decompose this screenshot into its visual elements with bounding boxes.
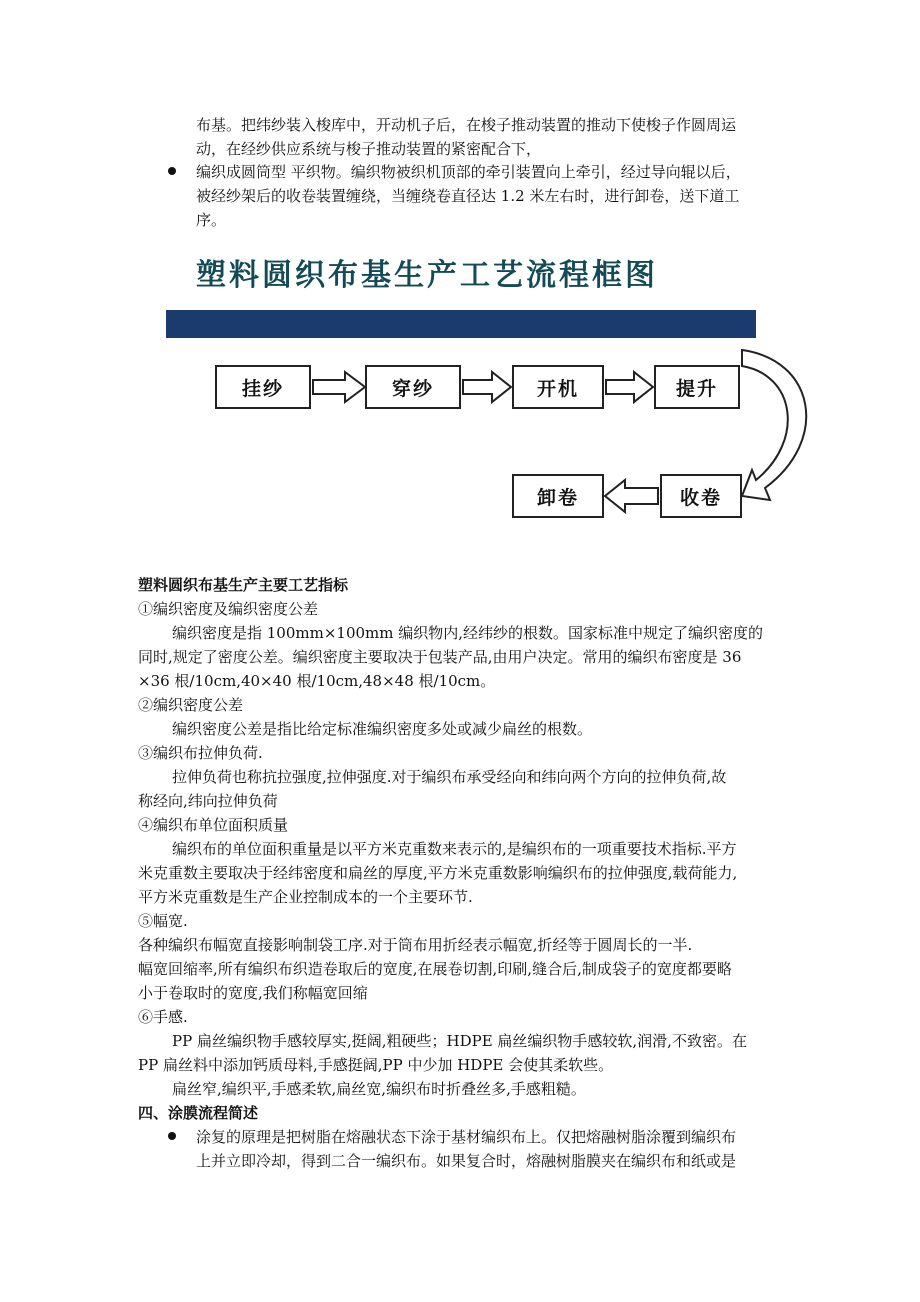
intro-line: 编织成圆筒型 平织物。编织物被织机顶部的牵引装置向上牵引，经过导向辊以后， xyxy=(196,163,741,181)
paragraph-line: 幅宽回缩率,所有编织布织造卷取后的宽度,在展卷切割,印刷,缝合后,制成袋子的宽度都要略 xyxy=(138,960,732,978)
bullet-icon xyxy=(168,1132,176,1140)
step-box: 穿纱 xyxy=(365,365,461,409)
item-title: ⑤幅宽. xyxy=(138,912,188,930)
intro-line: 被经纱架后的收卷装置缠绕，当缠绕卷直径达 1.2 米左右时，进行卸卷，送下道工 xyxy=(196,187,740,205)
paragraph-line: 米克重数主要取决于经纬密度和扁丝的厚度,平方米克重数影响编织布的拉伸强度,载荷能力, xyxy=(138,864,738,882)
paragraph-line: 扁丝窄,编织平,手感柔软,扁丝宽,编织布时折叠丝多,手感粗糙。 xyxy=(172,1080,586,1098)
step-box: 收卷 xyxy=(660,474,742,518)
right-arrow-icon xyxy=(313,372,365,402)
step-box: 卸卷 xyxy=(512,474,604,518)
step-box: 提升 xyxy=(654,365,740,409)
item-title: ⑥手感. xyxy=(138,1008,188,1026)
paragraph-line: 同时,规定了密度公差。编织密度主要取决于包装产品,由用户决定。常用的编织布密度是 36 xyxy=(138,648,742,666)
section-heading: 塑料圆织布基生产主要工艺指标 xyxy=(138,576,349,594)
paragraph-line: PP 扁丝料中添加钙质母料,手感挺阔,PP 中少加 HDPE 会使其柔软些。 xyxy=(138,1056,614,1074)
section-heading: 四、涂膜流程简述 xyxy=(138,1104,259,1122)
item-title: ③编织布拉伸负荷. xyxy=(138,744,263,762)
item-title: ①编织密度及编织密度公差 xyxy=(138,600,319,618)
step-box: 开机 xyxy=(512,365,604,409)
item-title: ④编织布单位面积质量 xyxy=(138,816,289,834)
intro-line: 序。 xyxy=(196,211,227,229)
paragraph-line: ×36 根/10cm,40×40 根/10cm,48×48 根/10cm。 xyxy=(138,672,496,690)
paragraph-line: 小于卷取时的宽度,我们称幅宽回缩 xyxy=(138,984,368,1002)
right-arrow-icon xyxy=(606,372,653,402)
step-box: 挂纱 xyxy=(215,365,311,409)
paragraph-line: 称经向,纬向拉伸负荷 xyxy=(138,792,278,810)
paragraph-line: 各种编织布幅宽直接影响制袋工序.对于筒布用折经表示幅宽,折经等于圆周长的一半. xyxy=(138,936,693,954)
left-arrow-icon xyxy=(605,480,658,512)
item-title: ②编织密度公差 xyxy=(138,696,244,714)
curved-arrow-icon xyxy=(742,350,806,500)
right-arrow-icon xyxy=(463,372,511,402)
flowchart-title: 塑料圆织布基生产工艺流程框图 xyxy=(196,258,658,293)
intro-line: 动，在经纱供应系统与梭子推动装置的紧密配合下， xyxy=(196,140,542,158)
paragraph-line: 平方米克重数是生产企业控制成本的一个主要环节. xyxy=(138,888,473,906)
intro-line: 布基。把纬纱装入梭库中，开动机子后，在梭子推动装置的推动下使梭子作圆周运 xyxy=(196,116,737,134)
paragraph-line: PP 扁丝编织物手感较厚实,挺阔,粗硬些；HDPE 扁丝编织物手感较软,润滑,不致密。在 xyxy=(172,1032,747,1050)
paragraph-line: 编织布的单位面积重量是以平方米克重数来表示的,是编织布的一项重要技术指标.平方 xyxy=(172,840,737,858)
paragraph-line: 上并立即冷却，得到二合一编织布。如果复合时，熔融树脂膜夹在编织布和纸或是 xyxy=(196,1152,737,1170)
paragraph-line: 编织密度公差是指比给定标准编织密度多处或减少扁丝的根数。 xyxy=(172,720,593,738)
paragraph-line: 拉伸负荷也称抗拉强度,拉伸强度.对于编织布承受经向和纬向两个方向的拉伸负荷,故 xyxy=(172,768,727,786)
paragraph-line: 涂复的原理是把树脂在熔融状态下涂于基材编织布上。仅把熔融树脂涂覆到编织布 xyxy=(196,1128,737,1146)
paragraph-line: 编织密度是指 100mm×100mm 编织物内,经纬纱的根数。国家标准中规定了编织密度的 xyxy=(172,624,764,642)
